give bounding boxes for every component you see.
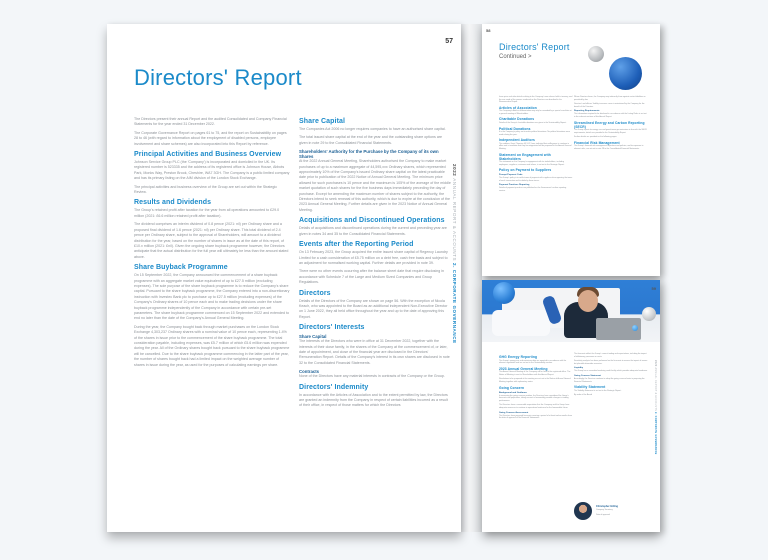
body-paragraph: None of the Directors have any material interests in contracts of the Company or the Group. bbox=[299, 374, 445, 379]
continued-column-left bbox=[499, 96, 573, 195]
body-paragraph: Where Directors leave, the Company may indemnify them against certain liabilities as permitted by law. bbox=[574, 96, 646, 101]
page-number: 59 bbox=[651, 286, 656, 291]
body-paragraph: The Directors have a reasonable expectation that the Company and the Group have adequate resources to continue in operational existence for the foreseeable future. bbox=[499, 404, 570, 409]
subsection-heading: Reporting Requirements bbox=[574, 110, 600, 113]
section-heading: Share Capital bbox=[299, 118, 346, 125]
page-title: Directors' Report bbox=[499, 42, 570, 52]
signatory-block bbox=[574, 502, 654, 528]
body-paragraph: The total issued share capital at the end of the year and the outstanding share options are given in note 29 to the Consolidated Financial Statements. bbox=[299, 135, 443, 145]
side-label-year: 2022 bbox=[452, 164, 457, 177]
approval-line: By order of the Board bbox=[574, 394, 592, 397]
section-heading: Independent Auditors bbox=[499, 138, 535, 143]
body-paragraph: There were no other events occurring after the balance sheet date that require disclosing in accordance with Schedule 7 of the Large and Medium Sized Companies and Group Regulations. bbox=[299, 269, 445, 285]
side-label-doc: ANNUAL REPORT & ACCOUNTS bbox=[654, 367, 657, 412]
section-heading: Directors' Indemnity bbox=[299, 383, 369, 391]
subsection-heading: Payment Practices Reporting bbox=[499, 184, 530, 187]
body-paragraph: In assessing the going concern position, the Directors have considered the Group's forecasts and projections, taking account of reasonably possible changes in trading performance. bbox=[499, 394, 569, 402]
side-section-label bbox=[452, 164, 457, 344]
section-heading: Events after the Reporting Period bbox=[299, 241, 414, 249]
main-report-page bbox=[107, 24, 461, 532]
section-heading: Principal Activities and Business Overview bbox=[134, 151, 282, 159]
body-paragraph: During the year, the Company bought back through market purchases on the London Stock Exchange 4,303,237 Ordinary shares with a nominal value of 10 pence each, representing 1.4% of the shares in issue prior to the commencement of the share buyback programme. The total consideration payable, including expenses, was £5.7 million of which £5.6 million was expended during the year. All of the Ordinary shares bought back pursuant to the share buyback programme will be cancelled. Due to the share buyback programme commencing in the latter part of the year, the number of shares bought back had a limited impact on the weighted average number of shares in issue during the year, as used for the purposes of calculating earnings per share. bbox=[134, 324, 290, 367]
section-heading: Political Donations bbox=[499, 126, 531, 131]
signatory-avatar bbox=[574, 502, 592, 520]
body-paragraph: On 15 September 2022, the Company announced the commencement of a share buyback programme with an aggregate market value equivalent of up to £27.5 million (excluding expenses). The sole purpose of the share buyback programme is to reduce the Company's share capital. Pursuant to the share buyback programme, the Company entered into a non-discretionary instruction with Investec Bank plc to purchase up to £27.5 million (excluding expenses) of the Company's Ordinary shares of 10 pence each and to make trading decisions under the share buyback programme independently of the Company in accordance with certain pre-set parameters. The share buyback programme commenced on 15 September 2022 and extended to end no later than the date of the Company's Annual General Meeting. bbox=[134, 273, 290, 321]
subsection-heading: Background and Guidance bbox=[499, 391, 527, 394]
side-label-section: 2. CORPORATE GOVERNANCE bbox=[452, 262, 457, 344]
body-paragraph: Further details are provided on the following pages. bbox=[574, 136, 617, 139]
body-paragraph: The Group has a committed revolving credit facility which provides adequate headroom. bbox=[574, 370, 648, 373]
subsection-heading: Going Concern Assessment bbox=[499, 411, 529, 414]
bottom-column-left bbox=[499, 353, 573, 422]
main-column-right bbox=[299, 117, 451, 412]
signatory-name: Christopher Girling bbox=[596, 505, 618, 508]
side-label-doc: ANNUAL REPORT & ACCOUNTS bbox=[452, 178, 457, 262]
section-heading: 2023 Annual General Meeting bbox=[499, 366, 548, 371]
section-heading: Directors bbox=[299, 289, 331, 297]
report-page-with-photo bbox=[482, 280, 660, 532]
body-paragraph: Details of acquisitions and discontinued operations during the current and preceding year are given in notes 34 and 35 to the Consolidated Financial Statements. bbox=[299, 226, 447, 236]
body-paragraph: The forecasts reflect the Group's current trading and expectations, including the impact of inflationary pressures on costs. bbox=[574, 353, 647, 358]
body-paragraph: Issue price and other details relating to the Company's own shares held in treasury, and the use made of the powers conferred on the Directors are described in the Remuneration Report. bbox=[499, 96, 573, 104]
subsection-heading: Shareholders' Authority for the Purchase by the Company of its own Shares bbox=[299, 149, 439, 160]
section-heading: Articles of Association bbox=[499, 105, 537, 110]
continued-column-right bbox=[574, 96, 648, 153]
section-heading: Going Concern bbox=[499, 385, 525, 390]
signatory-date: Date of approval bbox=[596, 514, 610, 516]
body-paragraph: Details of payment practices are published on the Government's online reporting service. bbox=[499, 187, 567, 192]
section-heading: Charitable Donations bbox=[499, 117, 535, 122]
decorative-blue-sphere bbox=[493, 282, 515, 304]
section-heading: Directors' Interests bbox=[299, 324, 365, 332]
body-paragraph: The Companies Act 2006 no longer requires companies to have an authorised share capital. bbox=[299, 127, 446, 131]
body-paragraph: The Group's policy is to settle terms of payment with suppliers when agreeing the terms of each transaction and to abide by those terms. bbox=[499, 177, 573, 182]
decorative-blue-sphere bbox=[609, 57, 642, 90]
side-label-section: 2. CORPORATE GOVERNANCE bbox=[654, 412, 657, 455]
decorative-small-sphere bbox=[632, 325, 638, 331]
page-number: 57 bbox=[445, 38, 453, 45]
subsection-heading: Going Concern Statement bbox=[574, 374, 601, 377]
page-subtitle: Continued > bbox=[499, 54, 532, 60]
body-paragraph: The Directors have prepared forecasts covering a period of at least twelve months from the date of approval of the Financial Statements. bbox=[499, 414, 572, 420]
body-paragraph: The Group's retained profit after taxation for the year from all operations amounted to £29.0 million (2021: £6.6 million retained profit after taxation). bbox=[134, 208, 280, 218]
section-heading: Viability Statement bbox=[574, 385, 606, 390]
body-paragraph: It is the Company's policy not to make political donations. No political donations were made during the year. bbox=[499, 131, 570, 136]
section-heading: Statement on Engagement with Stakeholders bbox=[499, 152, 551, 161]
body-paragraph: The information required to be disclosed in accordance with the Listing Rules is set out in the relevant sections of this Annual Report. bbox=[574, 113, 647, 118]
section-heading: Acquisitions and Discontinued Operations bbox=[299, 217, 445, 225]
body-paragraph: Directors' and officers' liability insurance cover is maintained by the Company for the benefit of the Directors. bbox=[574, 103, 645, 108]
decorative-grey-sphere bbox=[642, 307, 656, 321]
page-title: Directors' Report bbox=[134, 65, 302, 90]
body-paragraph: Details of the Directors of the Company are shown on page 56. With the exception of Nicola Keach, who was appointed to the Board as an additional independent Non-Executive Director on 1 June 2022, they all held office throughout the year and up to the date of approving this Report. bbox=[299, 298, 448, 319]
body-paragraph: Sensitivity analysis has been performed on the forecasts to assess the impact of severe but plausible downside scenarios. bbox=[574, 360, 648, 365]
section-heading: Streamlined Energy and Carbon Reporting (SECR) bbox=[574, 120, 645, 129]
section-heading: Results and Dividends bbox=[134, 199, 212, 207]
body-paragraph: The principal activities and business overview of the Group are set out within the Strategic Review. bbox=[134, 184, 278, 195]
section-heading: GHG Energy Reporting bbox=[499, 355, 538, 359]
body-paragraph: At the 2022 Annual General Meeting, Shareholders authorised the Company to make market purchases of up to a maximum aggregate of 44,595,xxx Ordinary shares, which represented approximately 10% of the Company's issued Ordinary share capital on the latest practicable date prior to publication of the 2022 Notice of Annual General Meeting. The minimum price allowed for such purchases is 10 pence and the maximum is 105% of the average of the middle market quotation of such shares for the five business days immediately preceding the day of purchase. Except for amending the maximum number of shares subject to the authority, the Directors intend to seek renewal of this authority, which is due to expire at the conclusion of the 2023 Annual General Meeting. Further details are given in the 2023 Notice of Annual General Meeting. bbox=[299, 159, 451, 212]
page-number: 58 bbox=[486, 28, 491, 33]
body-paragraph: On 13 February 2023, the Group acquired the entire issued share capital of Regency Laundry Limited for a cash consideration of £5.75 million on a debt free, cash free basis and subject to an adjustment for normalised working capital. Further details are provided in note 39. bbox=[299, 250, 448, 265]
section-heading: Share Buyback Programme bbox=[134, 264, 228, 272]
section-heading: Financial Risk Management bbox=[574, 140, 620, 145]
intro-paragraph: The Corporate Governance Report on pages 61 to 75, and the report on Sustainability on pages 28 to 46 (with regard to information about the employment of disabled persons, employee involvement and share schemes) are also incorporated into this Report by reference. bbox=[134, 130, 287, 146]
body-paragraph: The Group's energy use and emissions data are reported in accordance with the relevant regulations and are set out in the Sustainability section. bbox=[499, 359, 567, 365]
body-paragraph: The statement on the Company's engagement with its stakeholders, including employees, suppliers, customers and others, is set out in the Strategic Report. bbox=[499, 161, 565, 166]
body-paragraph: The Company's Articles of Association may only be amended by a special resolution at a general meeting of Shareholders. bbox=[499, 110, 572, 115]
intro-paragraph: The Directors present their annual Report and the audited Consolidated and Company Financial Statements for the year ended 31 December 2022. bbox=[134, 117, 287, 127]
body-paragraph: Accordingly, the Directors continue to adopt the going concern basis in preparing the Financial Statements. bbox=[574, 377, 645, 383]
body-paragraph: The interests of the Directors who were in office at 31 December 2022, together with the interests of their close family, in the shares of the Company at the commencement of, or later, date of appointment, and close of the financial year are disclosed in the Directors' Remuneration Report. Details of the Company's interest in its own shares are disclosed in note 32 to the Consolidated Financial Statements. bbox=[299, 339, 450, 365]
subsection-heading: Prompt Payment Code bbox=[499, 174, 523, 177]
body-paragraph: Johnson Service Group PLC (the 'Company') is incorporated and domiciled in the UK. Its registered number is 523335 and the address of its registered office is Johnson House, Abbots Park, Monks Way, Preston Brook, Cheshire, WA7 3GH. The Company is a public limited company and has its primary listing on the AIM division of the London Stock Exchange. bbox=[134, 160, 290, 181]
body-paragraph: The Annual General Meeting of the Company will be held at the registered office. The Notice of Meeting is sent to Shareholders with this Annual Report. bbox=[499, 371, 571, 376]
body-paragraph: The Group reports its energy use and greenhouse gas emissions in line with the SECR requirements; details are provided in the Sustainability Report. bbox=[574, 129, 647, 134]
body-paragraph: The Group's financial risk management objectives and policies, and its exposure to relevant risks, are set out in note 28 to the Consolidated Financial Statements. bbox=[574, 145, 644, 150]
body-paragraph: The auditors, Grant Thornton UK LLP, have indicated their willingness to continue in office and a resolution that they be reappointed will be proposed at the Annual General Meeting. bbox=[499, 142, 572, 150]
signatory-role: Company Secretary bbox=[596, 509, 613, 511]
body-paragraph: The dividend comprises an interim dividend of 0.8 pence (2021: nil) per Ordinary share and a proposed final dividend of 1.6 pence (2021: nil) per Ordinary share. This total dividend of 2.4 pence per Ordinary share, subject to the approval of Shareholders, will amount to a dividend distribution for the year, based on the number of shares in issue as at the date of this report, of £10.x million (2021: £nil). Given the ongoing share buyback programme however, the Directors anticipate that the actual distribution for the full year will ultimately be less than the amount stated above. bbox=[134, 222, 289, 259]
bottom-column-right bbox=[574, 353, 648, 399]
body-paragraph: In accordance with the Articles of Association and to the extent permitted by law, the Directors are granted an indemnity from the Company in respect of certain liabilities incurred as a result of their office, in respect of those matters for which the Directors bbox=[299, 392, 448, 408]
subsection-heading: Contracts bbox=[299, 369, 320, 375]
subsection-heading: Liquidity bbox=[574, 367, 584, 370]
book-spine-shadow bbox=[461, 24, 482, 532]
photo-pillow bbox=[492, 310, 550, 336]
lifestyle-photo bbox=[482, 280, 660, 342]
continued-report-page bbox=[482, 24, 660, 276]
main-column-left bbox=[134, 117, 290, 371]
body-paragraph: The Viability Statement is set out in the Strategic Report. bbox=[574, 389, 622, 392]
body-paragraph: Resolutions to be proposed at the meeting are set out in the Notice of Annual General Meeting together with explanatory notes. bbox=[499, 378, 571, 383]
decorative-grey-sphere bbox=[588, 46, 604, 62]
section-heading: Policy on Payment to Suppliers bbox=[499, 168, 552, 173]
body-paragraph: Details of the Group's charitable donations are given in the Sustainability Report. bbox=[499, 121, 567, 124]
side-label-year: 2022 bbox=[654, 360, 657, 367]
photo-head bbox=[578, 290, 598, 312]
side-section-label bbox=[654, 360, 657, 454]
subsection-heading: Share Capital bbox=[299, 334, 327, 340]
